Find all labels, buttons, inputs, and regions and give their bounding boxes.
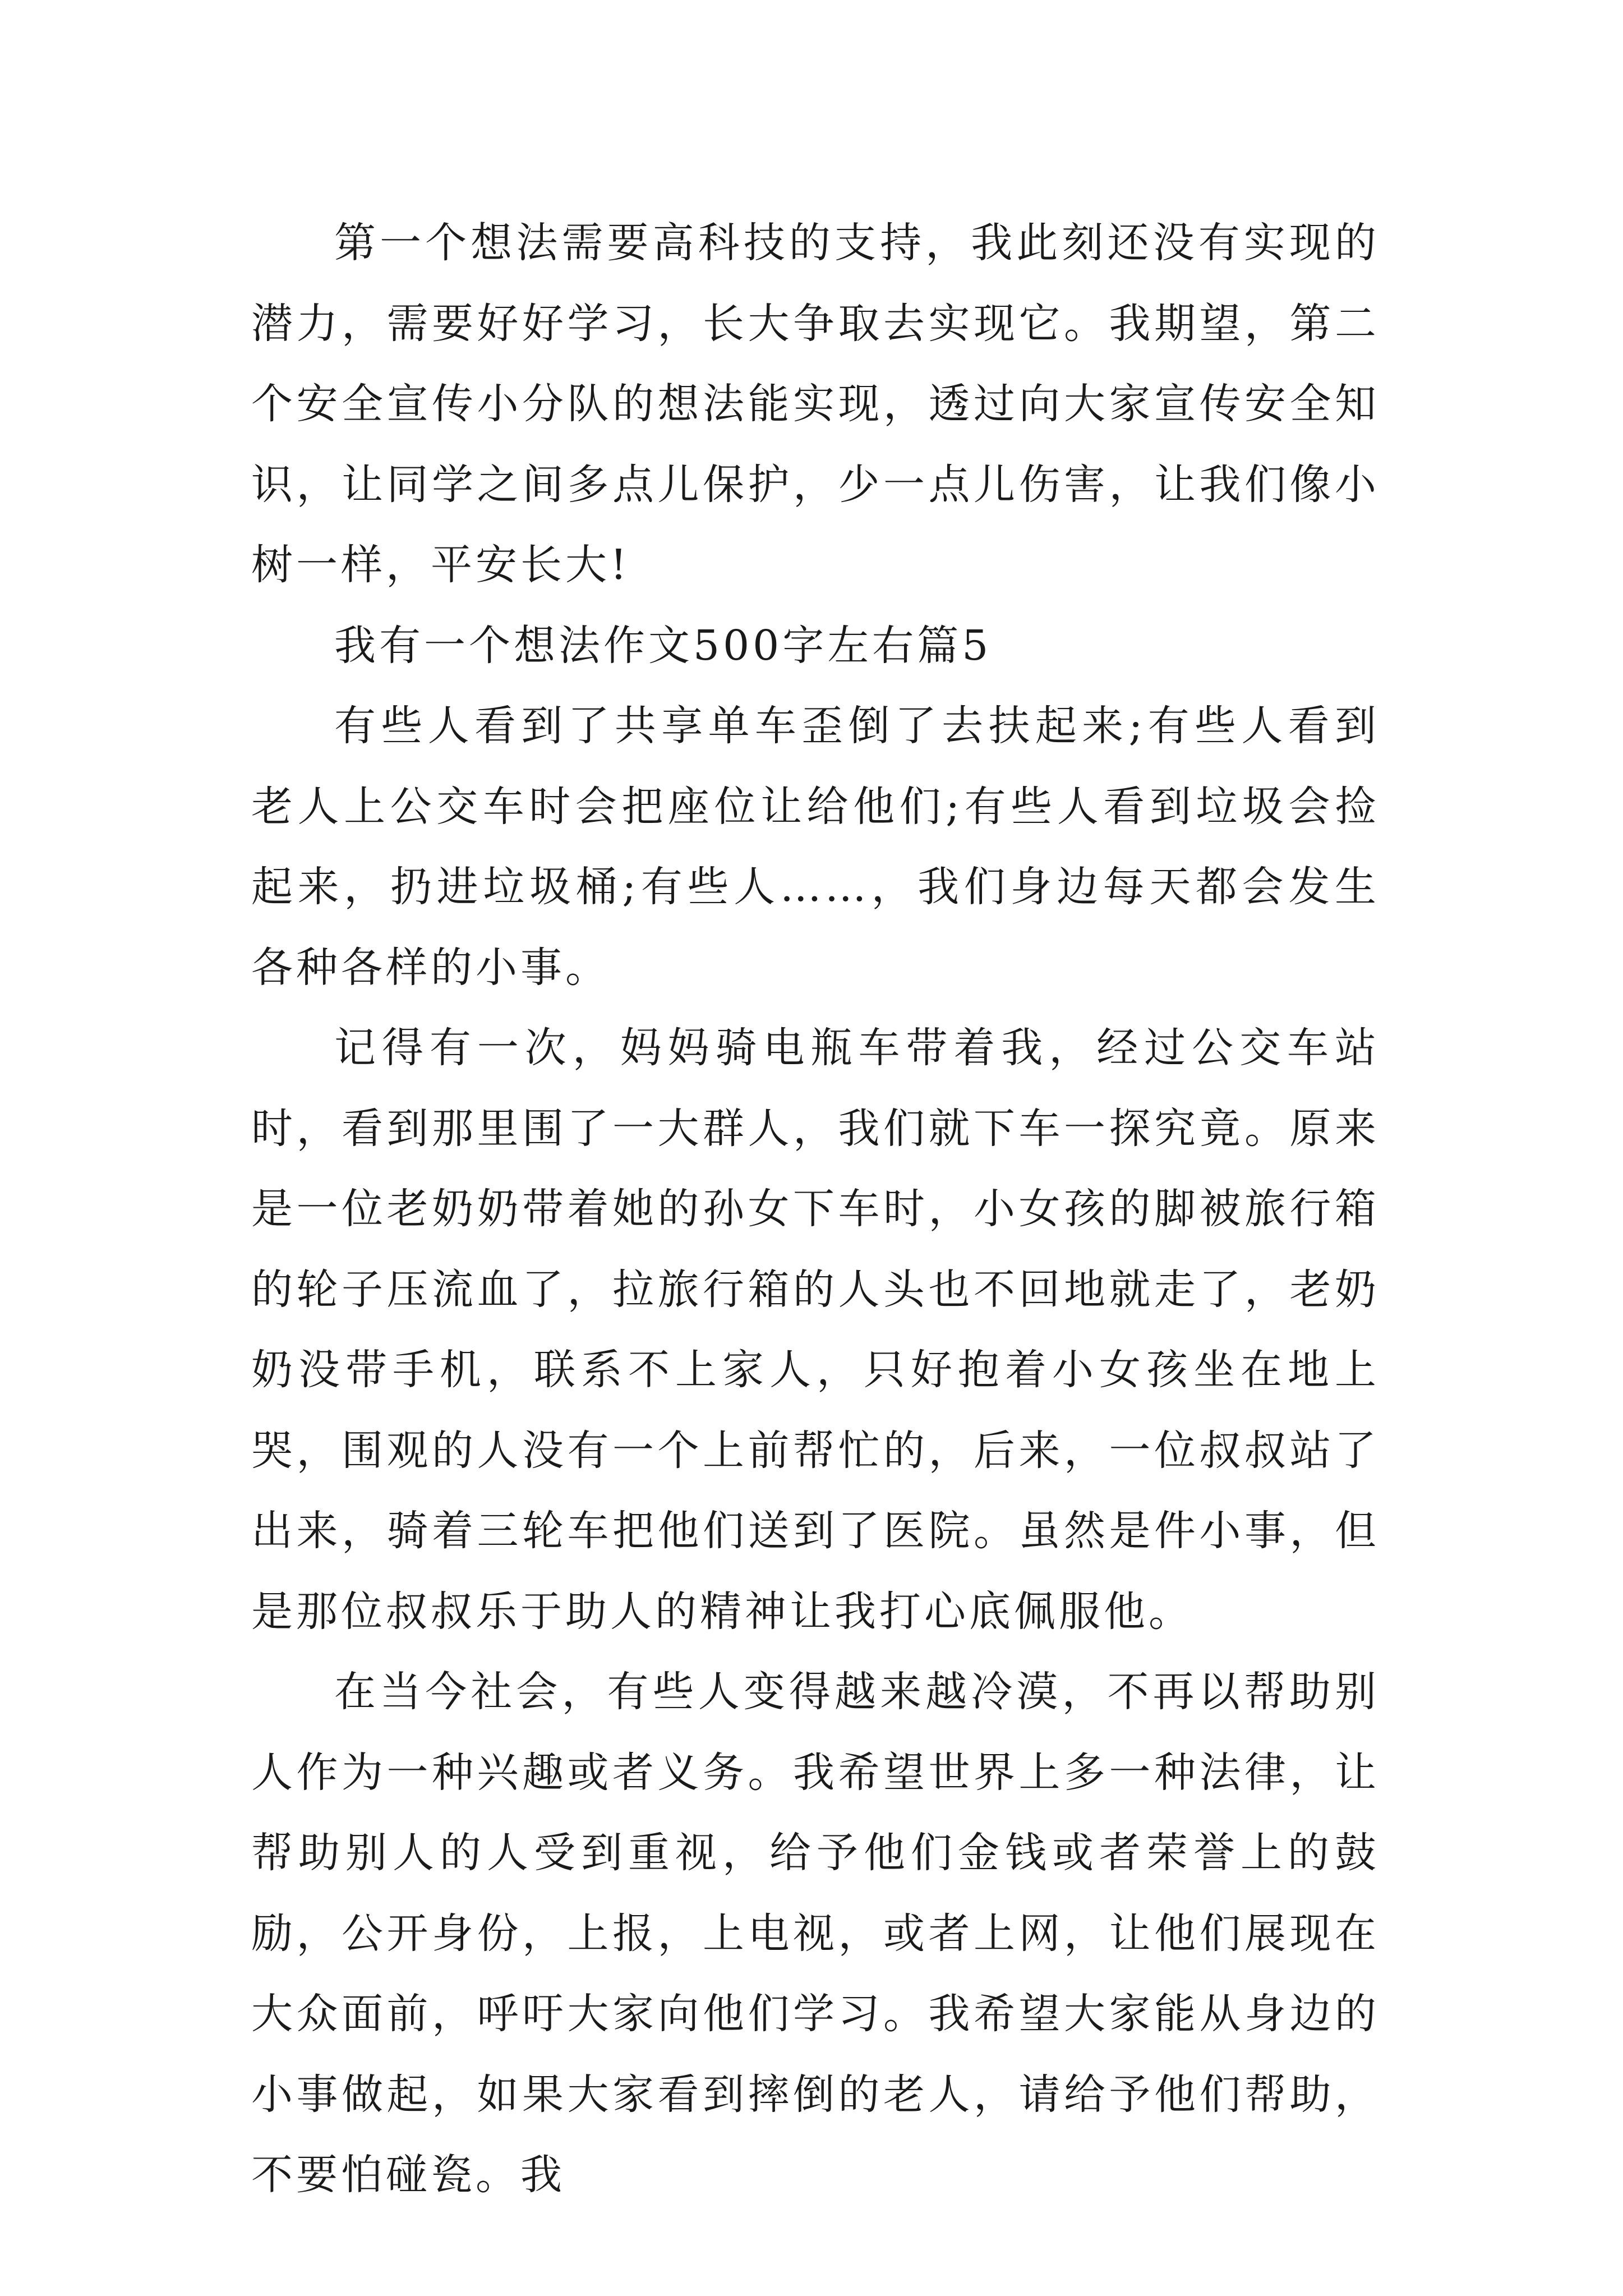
paragraph-story: 记得有一次，妈妈骑电瓶车带着我，经过公交车站时，看到那里围了一大群人，我们就下车一探究竟。原来是一位老奶奶带着她的孙女下车时，小女孩的脚被旅行箱的轮子压流血了，拉旅行箱的人头也不回地就走了，老奶奶没带手机，联系不上家人，只好抱着小女孩坐在地上哭，围观的人没有一个上前帮忙的，后来，一位叔叔站了出来，骑着三轮车把他们送到了医院。虽然是件小事，但是那位叔叔乐于助人的精神让我打心底佩服他。 <box>251 1024 1380 1636</box>
paragraph-wish: 在当今社会，有些人变得越来越冷漠，不再以帮助别人作为一种兴趣或者义务。我希望世界上多一种法律，让帮助别人的人受到重视，给予他们金钱或者荣誉上的鼓励，公开身份，上报，上电视，或者上网，让他们展现在大众面前，呼吁大家向他们学习。我希望大家能从身边的小事做起，如果大家看到摔倒的老人，请给予他们帮助，不要怕碰瓷。我 <box>251 1668 1380 2199</box>
paragraph-conclusion: 第一个想法需要高科技的支持，我此刻还没有实现的潜力，需要好好学习，长大争取去实现它。我期望，第二个安全宣传小分队的想法能实现，透过向大家宣传安全知识，让同学之间多点儿保护，少一点儿伤害，让我们像小树一样，平安长大! <box>251 219 1380 589</box>
section-heading: 我有一个想法作文500字左右篇5 <box>334 621 992 670</box>
paragraph-intro: 有些人看到了共享单车歪倒了去扶起来;有些人看到老人上公交车时会把座位让给他们;有些人看到垃圾会捡起来，扔进垃圾桶;有些人……，我们身边每天都会发生各种各样的小事。 <box>251 702 1380 992</box>
document-body <box>251 203 1380 2216</box>
